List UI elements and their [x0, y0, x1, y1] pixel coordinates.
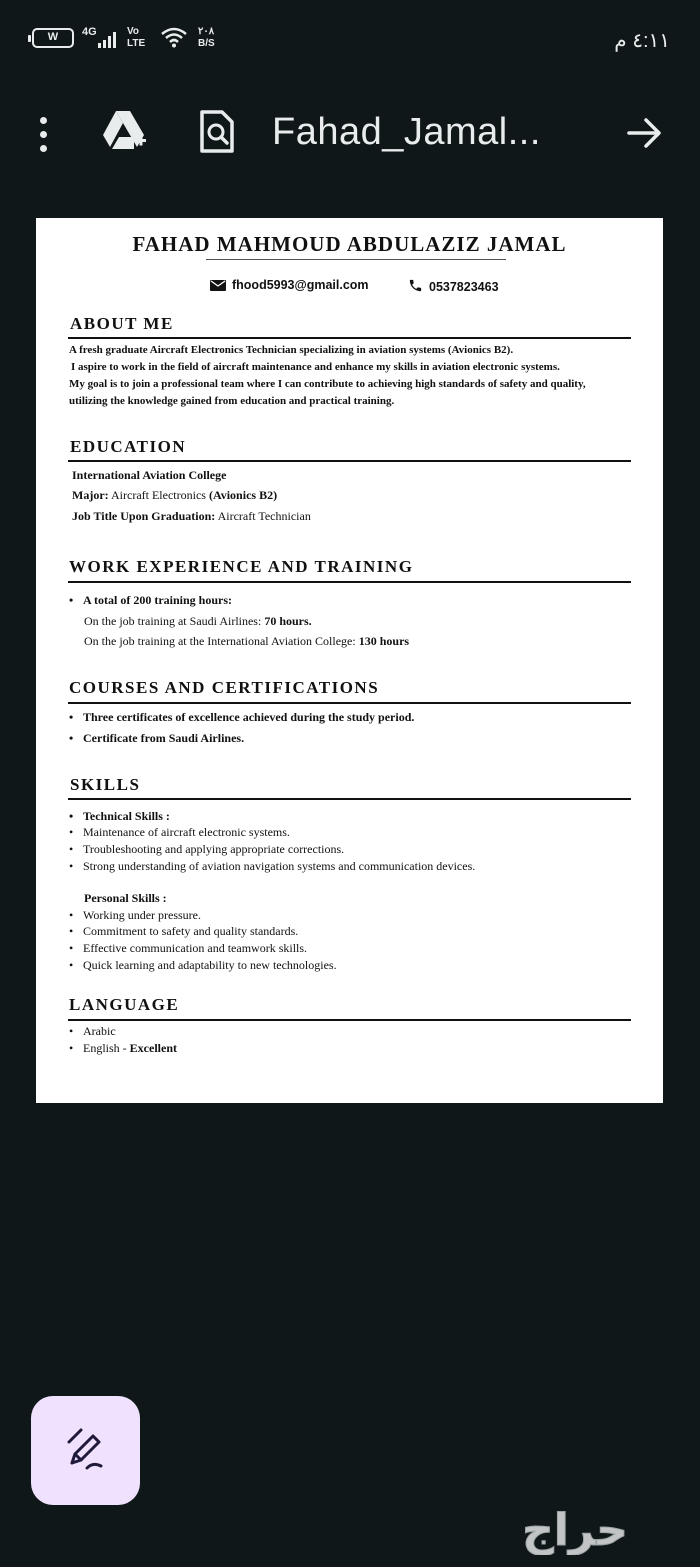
name-underline: [206, 259, 506, 260]
personal-skill-item: • Commitment to safety and quality standards.: [83, 924, 298, 939]
skills-heading: SKILLS: [70, 775, 141, 794]
document-title: Fahad_Jamal...: [272, 111, 541, 153]
language-name: English -: [83, 1041, 127, 1055]
language-level: Excellent: [129, 1041, 177, 1055]
phone-text: 0537823463: [429, 280, 499, 294]
drive-add-icon[interactable]: [100, 109, 150, 155]
technical-skill-item: • Maintenance of aircraft electronic systems.: [83, 825, 290, 840]
network-type: 4G: [82, 26, 97, 38]
course-item: • Certificate from Saudi Airlines.: [83, 731, 244, 746]
training-hours-bullet: • A total of 200 training hours:: [83, 593, 232, 608]
viewer-toolbar: [0, 95, 700, 175]
personal-skill-item: • Working under pressure.: [83, 908, 201, 923]
more-vert-icon[interactable]: [38, 117, 48, 153]
college-name: International Aviation College: [72, 468, 227, 482]
course-item: • Three certificates of excellence achieved during the study period.: [83, 710, 414, 725]
job-value: Aircraft Technician: [217, 509, 311, 523]
haraj-watermark-logo: [470, 1505, 680, 1555]
job-label: Job Title Upon Graduation:: [72, 509, 216, 523]
email-text: fhood5993@gmail.com: [232, 278, 369, 292]
training-2-text: On the job training at the International Aviation College:: [84, 634, 356, 648]
phone-contact: [408, 278, 499, 294]
language-heading: LANGUAGE: [69, 995, 180, 1014]
language-item: [83, 1041, 177, 1056]
battery-label: W: [47, 31, 59, 43]
phone-icon: [408, 278, 423, 293]
training-line-1: [84, 614, 312, 629]
major-extra: (Avionics B2): [208, 488, 278, 502]
wifi-icon: [160, 26, 188, 48]
speed-unit: B/S: [198, 38, 215, 49]
education-rule: [68, 460, 631, 462]
volte-bottom: LTE: [127, 38, 146, 49]
about-line: A fresh graduate Aircraft Electronics Technician specializing in aviation systems (Avionics B2).: [69, 344, 514, 356]
work-rule: [68, 581, 631, 583]
about-line: My goal is to join a professional team where I can contribute to achieving high standards of safety and quality,: [69, 378, 586, 390]
technical-skill-item: • Troubleshooting and applying appropriate corrections.: [83, 842, 344, 857]
about-line: I aspire to work in the field of aircraft maintenance and enhance my skills in aviation electronic systems.: [71, 361, 560, 373]
work-heading: WORK EXPERIENCE AND TRAINING: [69, 557, 414, 576]
data-speed: [198, 26, 215, 50]
training-1-hours: 70 hours.: [264, 614, 312, 628]
battery-icon: [32, 28, 74, 48]
envelope-icon: [210, 280, 226, 291]
about-heading: ABOUT ME: [70, 314, 174, 333]
technical-skill-item: • Strong understanding of aviation navigation systems and communication devices.: [83, 859, 475, 874]
language-rule: [68, 1019, 631, 1021]
technical-skills-label: • Technical Skills :: [83, 809, 170, 824]
language-item: • Arabic: [83, 1024, 116, 1039]
about-rule: [68, 337, 631, 339]
about-paragraph: [69, 342, 629, 410]
education-heading: EDUCATION: [70, 437, 187, 456]
arrow-forward-icon[interactable]: [624, 113, 664, 153]
speed-value: ٢٠٨: [198, 26, 215, 37]
courses-heading: COURSES AND CERTIFICATIONS: [69, 678, 380, 697]
training-2-hours: 130 hours: [358, 634, 410, 648]
status-bar: [0, 0, 700, 80]
volte-top: Vo: [127, 26, 140, 37]
edit-fab-button[interactable]: [31, 1396, 140, 1505]
signal-icon: [98, 32, 118, 48]
email-contact: [210, 278, 369, 292]
personal-skill-item: • Effective communication and teamwork skills.: [83, 941, 307, 956]
personal-skill-item: • Quick learning and adaptability to new technologies.: [83, 958, 337, 973]
resume-name: FAHAD MAHMOUD ABDULAZIZ JAMAL: [132, 232, 567, 256]
personal-skills-label: Personal Skills :: [84, 891, 167, 905]
major-label: Major:: [72, 488, 109, 502]
find-in-page-icon[interactable]: [198, 109, 236, 155]
document-page[interactable]: [36, 218, 663, 1103]
clock: ٤:١١ م: [614, 30, 670, 52]
major-line: [72, 488, 277, 503]
edit-icon: [31, 1396, 140, 1505]
volte-indicator: [127, 26, 145, 50]
about-line: utilizing the knowledge gained from education and practical training.: [69, 395, 395, 407]
skills-rule: [68, 798, 631, 800]
major-value: Aircraft Electronics: [111, 488, 206, 502]
courses-rule: [68, 702, 631, 704]
job-title-line: [72, 509, 311, 524]
training-1-text: On the job training at Saudi Airlines:: [84, 614, 262, 628]
training-line-2: [84, 634, 409, 649]
svg-text:حراج: حراج: [522, 1505, 628, 1555]
